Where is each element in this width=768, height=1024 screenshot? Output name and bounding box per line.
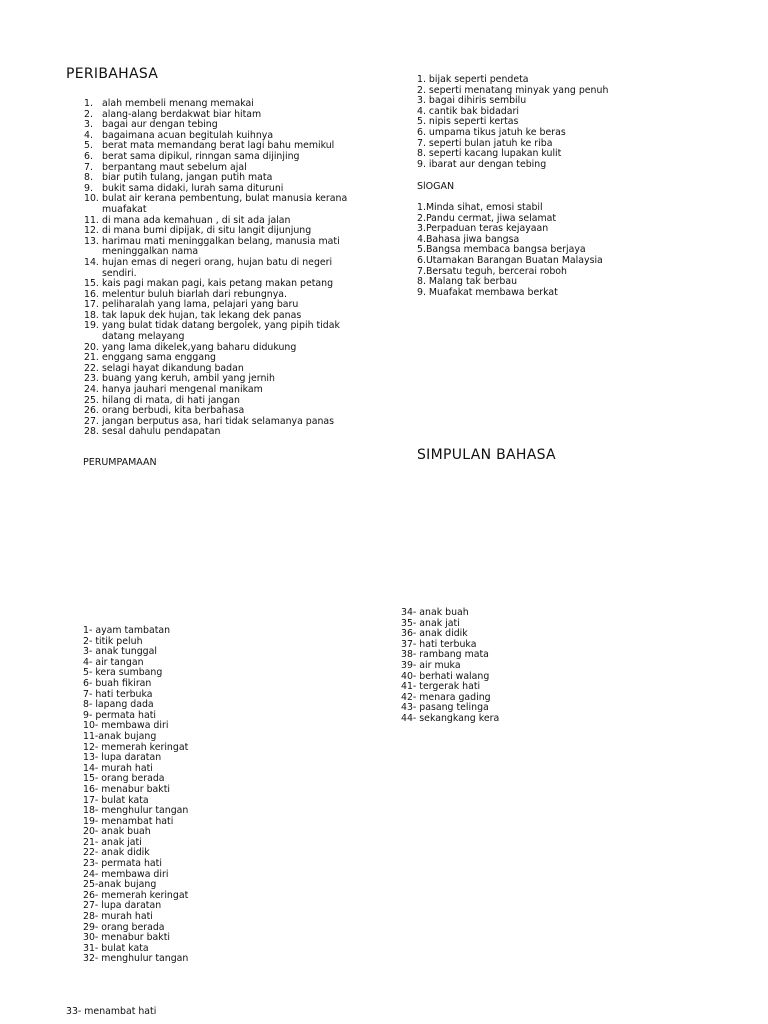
slogan-heading: SlOGAN <box>417 181 455 192</box>
simpulan-bahasa-item: 16- menabur bakti <box>83 783 171 795</box>
peribahasa-heading: PERIBAHASA <box>66 66 159 82</box>
peribahasa-item-text: jangan berputus asa, hari tidak selamanya panas <box>102 415 335 427</box>
simpulan-bahasa-item: 1- ayam tambatan <box>83 625 171 636</box>
simpulan-bahasa-item: 13- lupa daratan <box>83 752 162 764</box>
peribahasa-item-text: bulat air kerana pembentung, bulat manusia kerana <box>102 193 348 205</box>
peribahasa-item-number: 22. <box>84 362 99 374</box>
peribahasa-item <box>84 321 347 342</box>
peribahasa-item-text-continued: sendiri. <box>102 267 137 279</box>
peribahasa-item-number: 19. <box>84 320 99 332</box>
perumpamaan-item: 2. seperti menatang minyak yang penuh <box>417 84 609 96</box>
peribahasa-item-number: 11. <box>84 214 99 226</box>
peribahasa-item-text: bagaimana acuan begitulah kuihnya <box>102 129 274 141</box>
simpulan-bahasa-list-a <box>83 626 188 965</box>
peribahasa-item-number: 8. <box>84 172 93 184</box>
simpulan-bahasa-item: 28- murah hati <box>83 911 153 923</box>
slogan-item: 1.Minda sihat, emosi stabil <box>417 202 543 213</box>
simpulan-bahasa-item: 30- menabur bakti <box>83 932 171 944</box>
simpulan-bahasa-heading: SIMPULAN BAHASA <box>417 447 556 463</box>
peribahasa-item-number: 15. <box>84 278 99 290</box>
simpulan-bahasa-item: 2- titik peluh <box>83 635 143 647</box>
simpulan-bahasa-item: 37- hati terbuka <box>401 638 477 650</box>
peribahasa-item-number: 1. <box>84 98 93 109</box>
peribahasa-item-number: 12. <box>84 225 99 237</box>
peribahasa-item <box>84 237 347 258</box>
peribahasa-item-text: bukit sama didaki, lurah sama dituruni <box>102 182 284 194</box>
simpulan-bahasa-item: 42- menara gading <box>401 691 491 703</box>
simpulan-bahasa-item: 38- rambang mata <box>401 649 489 661</box>
peribahasa-item-text: tak lapuk dek hujan, tak lekang dek panas <box>102 309 302 321</box>
peribahasa-list <box>84 99 347 438</box>
slogan-item: 4.Bahasa jiwa bangsa <box>417 233 520 245</box>
slogan-item: 5.Bangsa membaca bangsa berjaya <box>417 244 586 256</box>
peribahasa-item <box>84 258 347 279</box>
simpulan-bahasa-item: 14- murah hati <box>83 762 153 774</box>
simpulan-bahasa-item: 22- anak didik <box>83 847 150 859</box>
simpulan-bahasa-item: 11-anak bujang <box>83 730 157 742</box>
peribahasa-item-number: 2. <box>84 108 93 120</box>
simpulan-bahasa-item: 31- bulat kata <box>83 942 149 954</box>
simpulan-bahasa-item: 7- hati terbuka <box>83 688 153 700</box>
peribahasa-item-text: alah membeli menang memakai <box>102 98 254 109</box>
simpulan-bahasa-item: 4- air tangan <box>83 656 144 668</box>
peribahasa-item-number: 24. <box>84 384 99 396</box>
peribahasa-item-number: 14. <box>84 256 99 268</box>
peribahasa-item-number: 5. <box>84 140 93 152</box>
slogan-item: 3.Perpaduan teras kejayaan <box>417 223 549 235</box>
simpulan-bahasa-item: 25-anak bujang <box>83 879 157 891</box>
peribahasa-item-text: yang bulat tidak datang bergolek, yang pipih tidak <box>102 320 340 332</box>
peribahasa-item-text: berat mata memandang berat lagi bahu memikul <box>102 140 335 152</box>
peribahasa-item-text: orang berbudi, kita berbahasa <box>102 405 245 417</box>
simpulan-bahasa-item: 35- anak jati <box>401 617 460 629</box>
peribahasa-item-text: enggang sama enggang <box>102 352 216 364</box>
peribahasa-item-number: 6. <box>84 150 93 162</box>
peribahasa-item-text: alang-alang berdakwat biar hitam <box>102 108 262 120</box>
simpulan-bahasa-item: 23- permata hati <box>83 858 162 870</box>
simpulan-bahasa-list-b <box>401 608 499 725</box>
slogan-item: 7.Bersatu teguh, bercerai roboh <box>417 265 567 277</box>
peribahasa-item-text: hanya jauhari mengenal manikam <box>102 384 263 396</box>
simpulan-bahasa-item: 26- memerah keringat <box>83 889 189 901</box>
perumpamaan-item: 8. seperti kacang lupakan kulit <box>417 148 562 160</box>
peribahasa-item-number: 7. <box>84 161 93 173</box>
simpulan-bahasa-item: 36- anak didik <box>401 628 468 640</box>
peribahasa-item-number: 28. <box>84 426 99 438</box>
slogan-item: 8. Malang tak berbau <box>417 276 518 288</box>
simpulan-bahasa-item: 15- orang berada <box>83 773 165 785</box>
peribahasa-item-text-continued: muafakat <box>102 203 147 215</box>
simpulan-bahasa-item: 5- kera sumbang <box>83 667 163 679</box>
simpulan-bahasa-item-33: 33- menambat hati <box>66 1006 157 1017</box>
simpulan-bahasa-item: 24- membawa diri <box>83 868 169 880</box>
simpulan-bahasa-item: 18- menghulur tangan <box>83 805 189 817</box>
peribahasa-item-text: hujan emas di negeri orang, hujan batu di negeri <box>102 256 333 268</box>
simpulan-bahasa-item: 21- anak jati <box>83 836 142 848</box>
peribahasa-item-text: yang lama dikelek,yang baharu didukung <box>102 341 297 353</box>
simpulan-bahasa-item: 8- lapang dada <box>83 699 154 711</box>
peribahasa-item <box>84 194 347 215</box>
peribahasa-item-number: 13. <box>84 235 99 247</box>
peribahasa-item-text-continued: datang melayang <box>102 331 185 343</box>
perumpamaan-item: 1. bijak seperti pendeta <box>417 74 529 85</box>
simpulan-bahasa-item: 10- membawa diri <box>83 720 169 732</box>
perumpamaan-item: 5. nipis seperti kertas <box>417 116 519 128</box>
simpulan-bahasa-item: 12- memerah keringat <box>83 741 189 753</box>
slogan-list <box>417 203 603 298</box>
peribahasa-item-number: 26. <box>84 405 99 417</box>
simpulan-bahasa-item: 40- berhati walang <box>401 670 490 682</box>
perumpamaan-heading: PERUMPAMAAN <box>83 457 157 468</box>
simpulan-bahasa-item: 17- bulat kata <box>83 794 149 806</box>
simpulan-bahasa-item: 39- air muka <box>401 659 461 671</box>
peribahasa-item-number: 21. <box>84 352 99 364</box>
peribahasa-item-text: melentur buluh biarlah dari rebungnya. <box>102 288 288 300</box>
peribahasa-item-text-continued: meninggalkan nama <box>102 246 199 258</box>
peribahasa-item-number: 17. <box>84 299 99 311</box>
perumpamaan-item: 9. ibarat aur dengan tebing <box>417 158 547 170</box>
simpulan-bahasa-item: 19- menambat hati <box>83 815 174 827</box>
perumpamaan-item: 7. seperti bulan jatuh ke riba <box>417 137 553 149</box>
simpulan-bahasa-item: 44- sekangkang kera <box>401 712 500 724</box>
peribahasa-item-text: berat sama dipikul, rinngan sama dijinjing <box>102 150 300 162</box>
perumpamaan-item: 6. umpama tikus jatuh ke beras <box>417 126 566 138</box>
peribahasa-item-text: selagi hayat dikandung badan <box>102 362 244 374</box>
simpulan-bahasa-item: 34- anak buah <box>401 607 469 618</box>
peribahasa-item-number: 9. <box>84 182 93 194</box>
slogan-item: 6.Utamakan Barangan Buatan Malaysia <box>417 254 603 266</box>
peribahasa-item-text: peliharalah yang lama, pelajari yang baru <box>102 299 299 311</box>
peribahasa-item-number: 16. <box>84 288 99 300</box>
peribahasa-item-number: 4. <box>84 129 93 141</box>
peribahasa-item-text: buang yang keruh, ambil yang jernih <box>102 373 275 385</box>
simpulan-bahasa-item: 3- anak tunggal <box>83 646 157 658</box>
peribahasa-item-text: kais pagi makan pagi, kais petang makan petang <box>102 278 334 290</box>
simpulan-bahasa-item: 27- lupa daratan <box>83 900 162 912</box>
simpulan-bahasa-item: 29- orang berada <box>83 921 165 933</box>
simpulan-bahasa-item: 6- buah fikiran <box>83 677 152 689</box>
simpulan-bahasa-item: 43- pasang telinga <box>401 702 489 714</box>
peribahasa-item-text: hilang di mata, di hati jangan <box>102 394 240 406</box>
simpulan-bahasa-item: 9- permata hati <box>83 709 156 721</box>
peribahasa-item-number: 10. <box>84 193 99 205</box>
peribahasa-item-number: 25. <box>84 394 99 406</box>
peribahasa-item-number: 18. <box>84 309 99 321</box>
slogan-item: 9. Muafakat membawa berkat <box>417 286 558 298</box>
peribahasa-item-number: 3. <box>84 119 93 131</box>
simpulan-bahasa-item: 20- anak buah <box>83 826 151 838</box>
peribahasa-item-text: di mana bumi dipijak, di situ langit dijunjung <box>102 225 312 237</box>
simpulan-bahasa-item: 41- tergerak hati <box>401 681 481 693</box>
simpulan-bahasa-item: 32- menghulur tangan <box>83 953 189 965</box>
peribahasa-item-number: 27. <box>84 415 99 427</box>
peribahasa-item <box>84 427 347 438</box>
perumpamaan-item: 3. bagai dihiris sembilu <box>417 95 527 107</box>
peribahasa-item-text: berpantang maut sebelum ajal <box>102 161 247 173</box>
peribahasa-item-text: bagai aur dengan tebing <box>102 119 218 131</box>
peribahasa-item-text: sesal dahulu pendapatan <box>102 426 221 438</box>
slogan-item: 2.Pandu cermat, jiwa selamat <box>417 212 557 224</box>
peribahasa-item-number: 23. <box>84 373 99 385</box>
perumpamaan-item: 4. cantik bak bidadari <box>417 105 519 117</box>
perumpamaan-list <box>417 75 608 170</box>
peribahasa-item-text: di mana ada kemahuan , di sit ada jalan <box>102 214 291 226</box>
peribahasa-item-text: harimau mati meninggalkan belang, manusia mati <box>102 235 340 247</box>
peribahasa-item-number: 20. <box>84 341 99 353</box>
peribahasa-item-text: biar putih tulang, jangan putih mata <box>102 172 273 184</box>
